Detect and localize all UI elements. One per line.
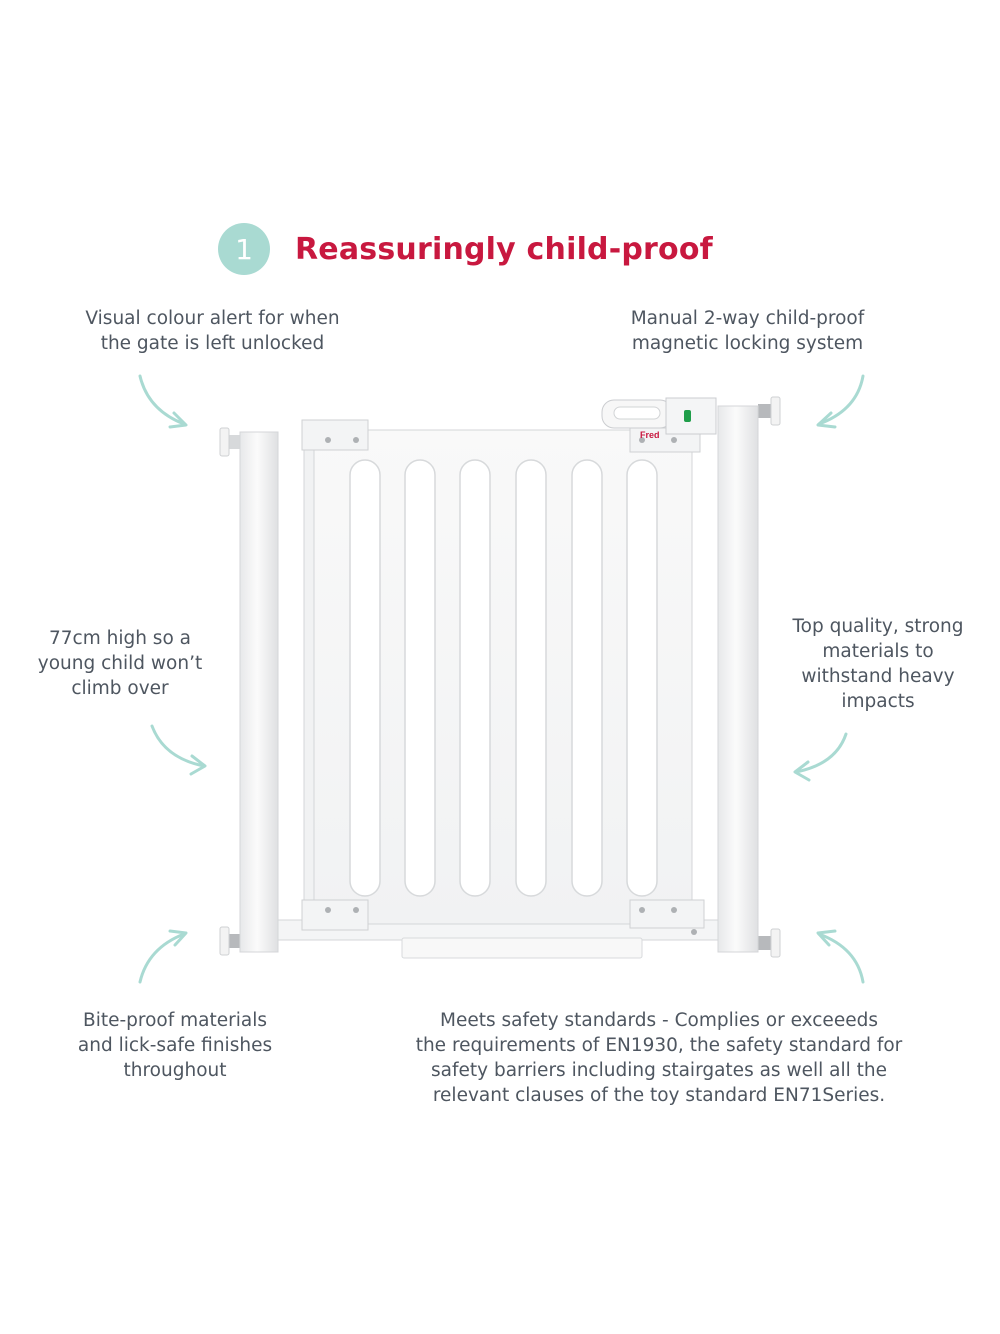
threshold-plate xyxy=(402,938,642,958)
callout-line: Manual 2-way child-proof xyxy=(630,308,865,329)
curved-arrow-icon xyxy=(805,920,875,990)
hinge-bracket xyxy=(302,420,368,450)
callout-line: throughout xyxy=(123,1060,227,1081)
callout-line: materials to xyxy=(822,641,934,662)
callout-bite-proof xyxy=(40,1008,310,1083)
wall-bumper-bottom-right xyxy=(758,929,780,957)
callout-strong-materials xyxy=(778,614,978,714)
section-heading xyxy=(218,222,713,276)
stair-gate-illustration xyxy=(210,392,790,972)
callout-line: Meets safety standards - Complies or exceeeds xyxy=(440,1010,878,1031)
callout-line: Top quality, strong xyxy=(792,616,964,637)
hinge-bracket xyxy=(302,900,368,930)
callout-line: safety barriers including stairgates as well all the xyxy=(431,1060,887,1081)
callout-line: 77cm high so a xyxy=(48,628,191,649)
callout-line: magnetic locking system xyxy=(631,333,864,354)
callout-line: the gate is left unlocked xyxy=(100,333,325,354)
callout-line: relevant clauses of the toy standard EN71Series. xyxy=(432,1085,886,1106)
wall-bumper-top-right xyxy=(758,397,780,425)
section-title: Reassuringly child-proof xyxy=(295,231,713,267)
curved-arrow-icon xyxy=(130,920,200,990)
lock-indicator-icon xyxy=(684,410,691,422)
callout-magnetic-lock xyxy=(585,306,910,356)
callout-line: withstand heavy xyxy=(801,666,955,687)
wall-bumper-bottom-left xyxy=(220,927,242,955)
left-post xyxy=(240,432,278,952)
curved-arrow-icon xyxy=(782,726,857,786)
brand-label: Fred xyxy=(640,430,660,440)
wall-bumper-top-left xyxy=(220,428,242,456)
step-number-badge: 1 xyxy=(218,223,270,275)
right-post xyxy=(718,406,758,952)
curved-arrow-icon xyxy=(805,368,875,438)
callout-line: impacts xyxy=(841,691,915,712)
curved-arrow-icon xyxy=(130,368,200,438)
callout-safety-standards xyxy=(370,1008,948,1108)
callout-colour-alert xyxy=(40,306,385,356)
callout-line: and lick-safe finishes xyxy=(77,1035,273,1056)
callout-line: Bite-proof materials xyxy=(83,1010,267,1031)
callout-line: Visual colour alert for when xyxy=(85,308,340,329)
callout-line: young child won’t xyxy=(37,653,203,674)
callout-line: climb over xyxy=(71,678,169,699)
curved-arrow-icon xyxy=(142,718,217,778)
left-inner-post xyxy=(304,436,314,926)
callout-line: the requirements of EN1930, the safety standard for xyxy=(415,1035,903,1056)
callout-height xyxy=(20,626,220,701)
